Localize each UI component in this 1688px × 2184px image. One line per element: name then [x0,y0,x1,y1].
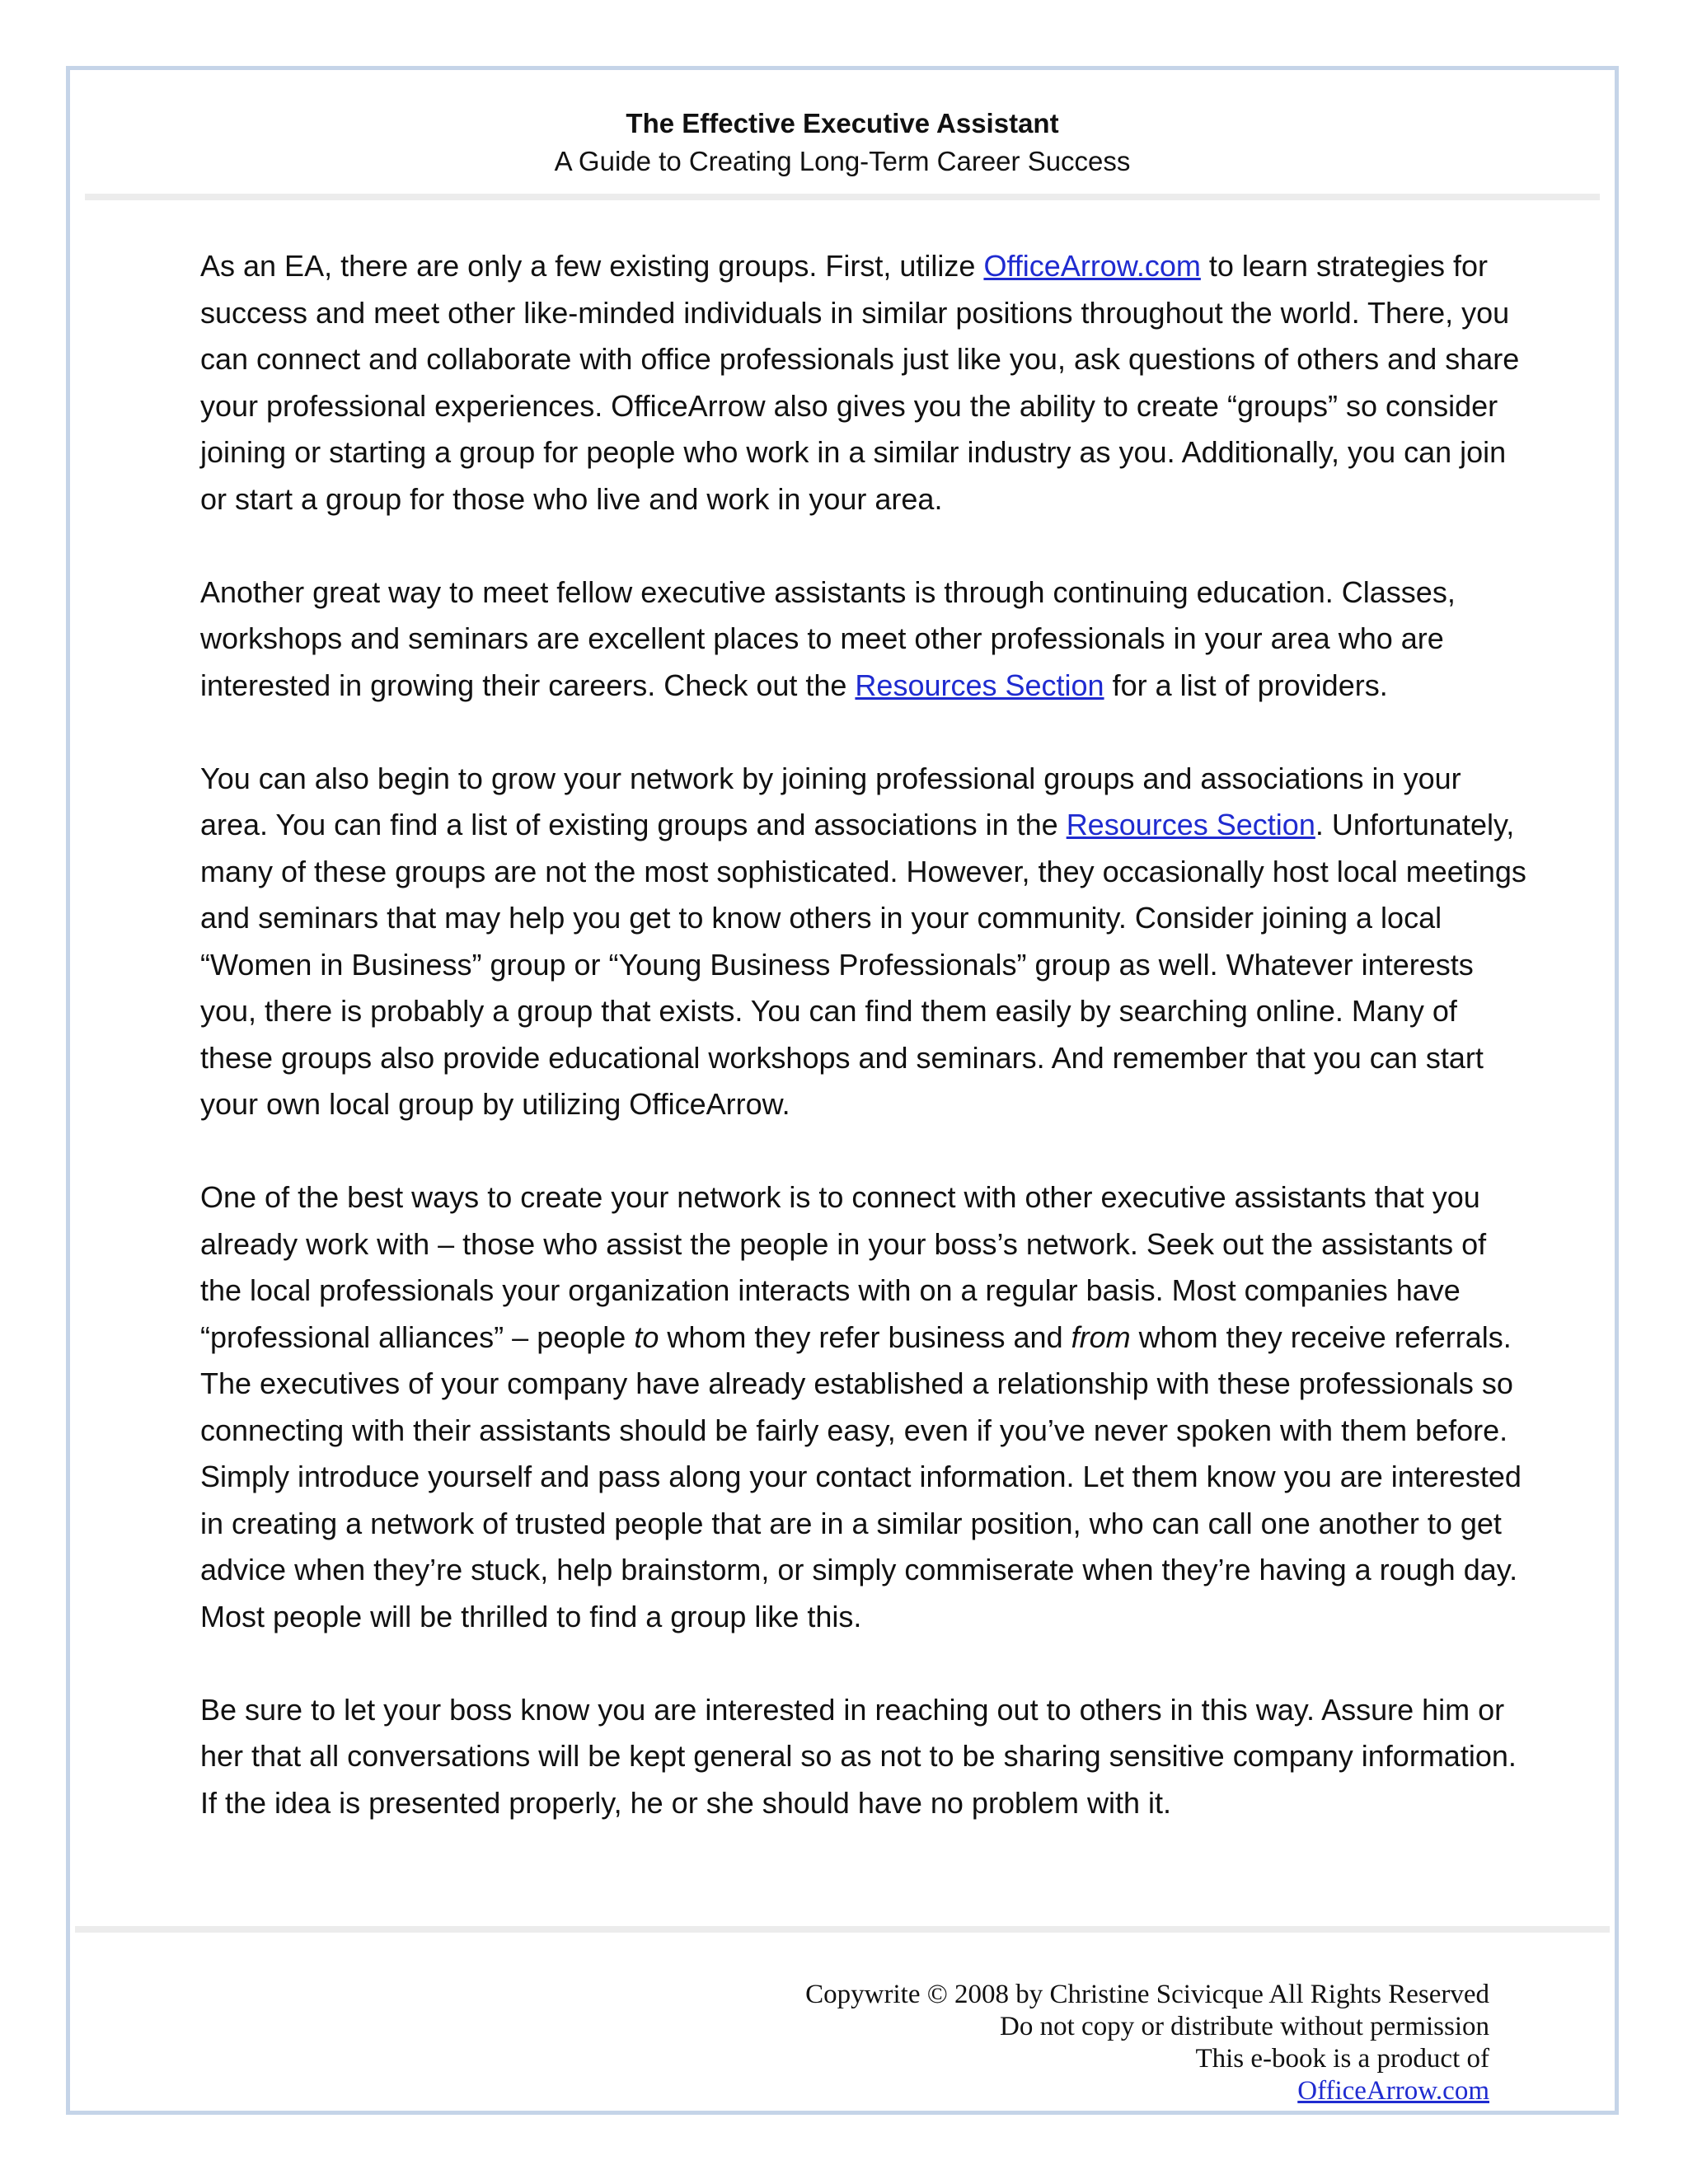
paragraph-text: . Unfortunately, many of these groups are not the most sophisticated. However, they occasionally host local meetings and seminars that may help you get to know others in your community. Consider joining a local “Women in Business” group or “Young Business Professionals” group as well. Whatever interests you, there is probably a group that exists. You can find them easily by searching online. Many of these groups also provide educational workshops and seminars. And remember that you can start your own local group by utilizing OfficeArrow. [200,808,1526,1121]
paragraph-5: Be sure to let your boss know you are interested in reaching out to others in this way. Assure him or her that all conversations will be kept general so as not to be sharing sensitive company information. If the idea is presented properly, he or she should have no problem with it. [200,1692,1517,1820]
footer-officearrow-link[interactable]: OfficeArrow.com [1297,2076,1489,2106]
emphasis-from: from [1071,1319,1131,1354]
officearrow-link[interactable]: OfficeArrow.com [983,249,1201,283]
paragraph-2 [200,569,1536,710]
page-footer [805,1979,1489,2107]
product-line [805,2043,1489,2107]
paragraph-text: whom they refer business and [659,1319,1071,1354]
paragraph-3 [200,756,1536,1128]
paragraph-text: whom they receive referrals. The executives of your company have already established a relationship with these professionals so connecting with their assistants should be fairly easy, even if you’ve never spoken with them before. Simply introduce yourself and pass along your contact information. Let them know you are interested in creating a network of trusted people that are in a similar position, who can call one another to get advice when they’re stuck, help brainstorm, or simply commiserate when they’re having a rough day. Most people will be thrilled to find a group like this. [200,1319,1522,1633]
emphasis-to: to [634,1319,659,1354]
copyright-line: Copywrite © 2008 by Christine Scivicque All Rights Reserved [805,1980,1489,2009]
paragraph-text: Another great way to meet fellow executive assistants is through continuing education. Classes, workshops and seminars are excellent places to meet other professionals in your area who are interested in growing their careers. Check out the [200,574,1456,702]
product-prefix: This e-book is a product of [1195,2044,1489,2074]
resources-section-link[interactable]: Resources Section [855,668,1104,702]
paragraph-text: As an EA, there are only a few existing groups. First, utilize [200,249,984,283]
footer-divider [75,1926,1610,1933]
paragraph-text: You can also begin to grow your network by joining professional groups and associations in your area. You can find a list of existing groups and associations in the [200,761,1461,841]
resources-section-link[interactable]: Resources Section [1066,808,1315,841]
document-title: The Effective Executive Assistant [626,108,1059,138]
paragraph-4 [200,1174,1536,1640]
document-subtitle: A Guide to Creating Long-Term Career Success [554,146,1131,176]
paragraph-text: to learn strategies for success and meet other like-minded individuals in similar positions throughout the world. There, you can connect and collaborate with office professionals just like you, ask questions of others and share your professional experiences. OfficeArrow also gives you the ability to create “groups” so consider joining or starting a group for people who work in a similar industry as you. Additionally, you can join or start a group for those who live and work in your area. [200,249,1520,516]
paragraph-text: for a list of providers. [1104,668,1388,702]
permission-notice: Do not copy or distribute without permission [1000,2012,1489,2041]
paragraph-text: One of the best ways to create your network is to connect with other executive assistants that you already work with – those who assist the people in your boss’s network. Seek out the assistants of the local professionals your organization interacts with on a regular basis. Most companies have “professional alliances” – people [200,1180,1487,1354]
page-frame [66,66,1619,2115]
document-body [200,243,1536,1873]
page-header [70,105,1615,180]
header-divider [85,194,1600,200]
paragraph-1 [200,243,1536,523]
